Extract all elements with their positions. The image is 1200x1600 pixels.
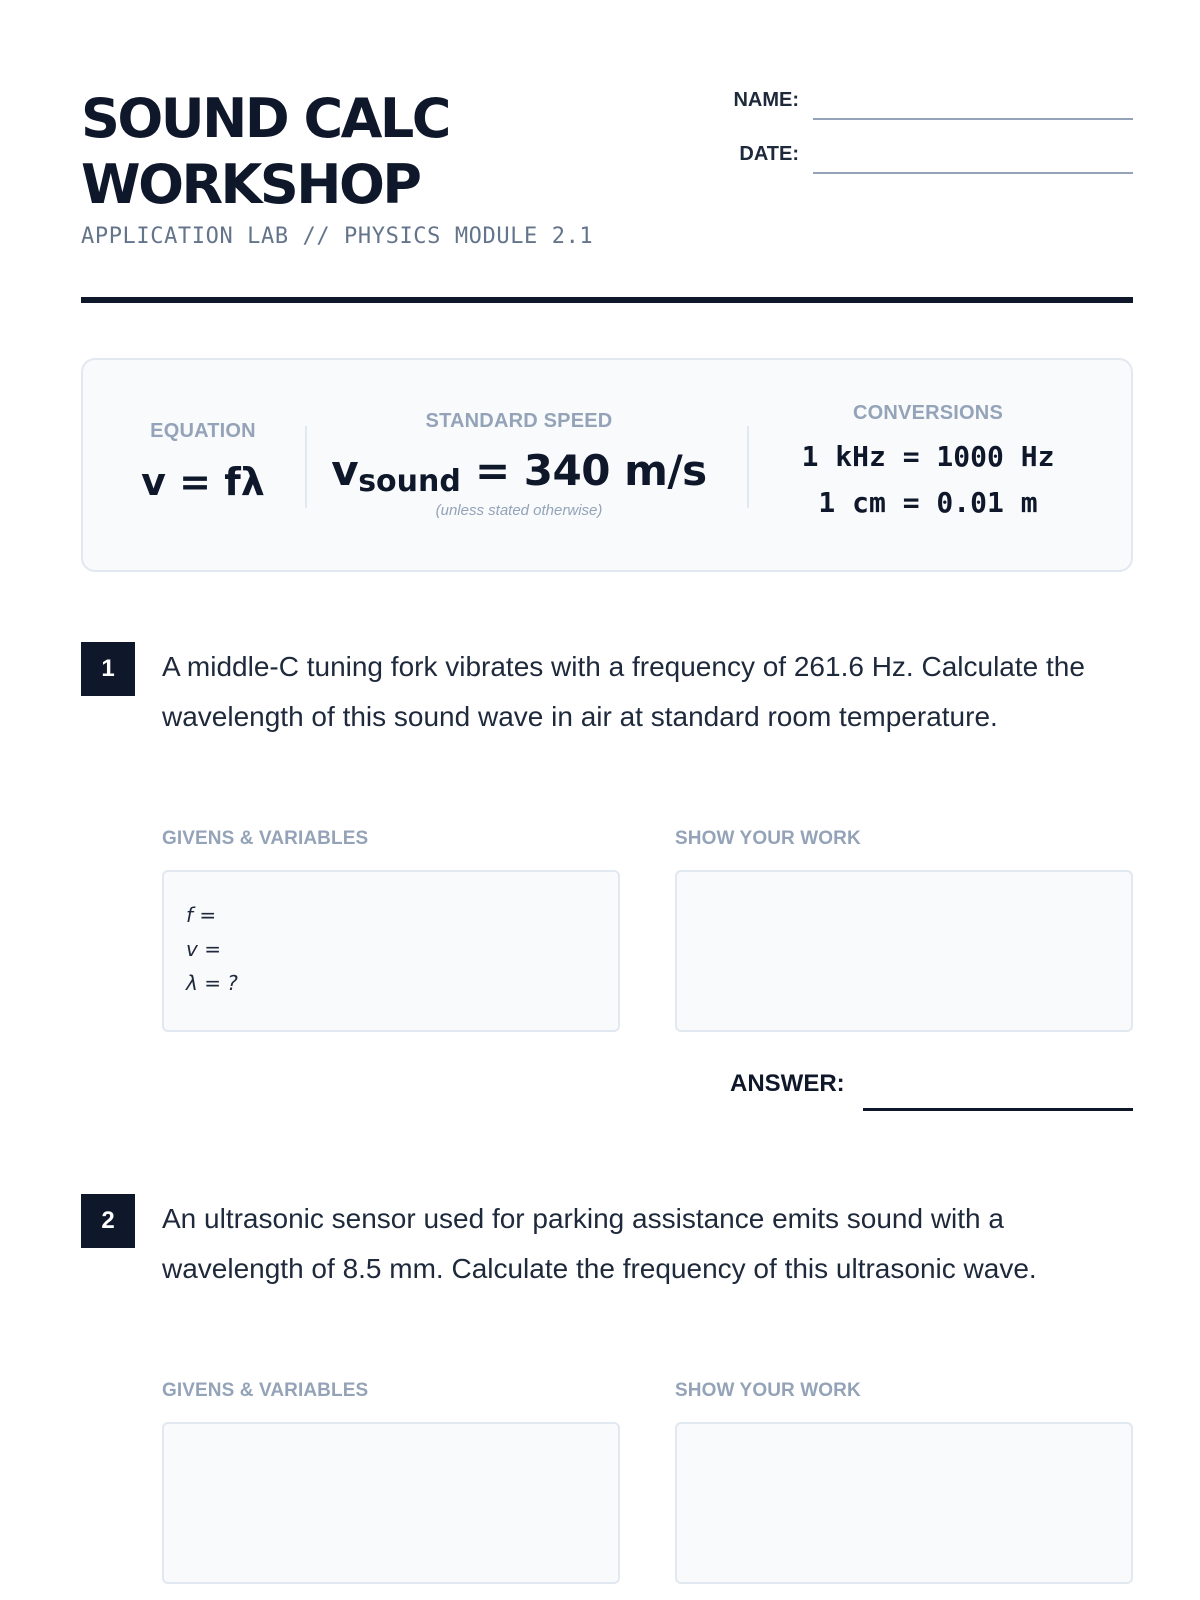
- question-2-number: 2: [81, 1194, 135, 1248]
- name-field[interactable]: [813, 86, 1133, 120]
- conversions-label: CONVERSIONS: [852, 402, 1003, 424]
- reference-panel: [81, 358, 1133, 572]
- ref-divider-1: [305, 426, 307, 508]
- equation-value: v = fλ: [141, 460, 265, 504]
- conversion-khz: 1 kHz = 1000 Hz: [801, 440, 1055, 473]
- speed-value: [319, 446, 719, 499]
- q2-givens-label: GIVENS & VARIABLES: [162, 1380, 369, 1401]
- date-label: DATE:: [739, 143, 799, 165]
- page-subtitle: APPLICATION LAB // PHYSICS MODULE 2.1: [81, 224, 594, 249]
- question-2-text: An ultrasonic sensor used for parking assistance emits sound with a wavelength of 8.5 mm. Calculate the frequency of this ultrasonic wave.: [162, 1203, 1037, 1284]
- given-v: v =: [186, 937, 221, 961]
- worksheet-page: [81, 0, 1133, 1600]
- speed-note: (unless stated otherwise): [435, 502, 603, 519]
- q2-work-box[interactable]: [675, 1422, 1133, 1584]
- header-divider: [81, 297, 1133, 303]
- q1-answer-field[interactable]: [863, 1108, 1133, 1111]
- q1-givens-label: GIVENS & VARIABLES: [162, 828, 369, 849]
- q2-givens-box[interactable]: [162, 1422, 620, 1584]
- title-line-2: WORKSHOP: [81, 153, 420, 216]
- q1-givens-list: [186, 898, 238, 1000]
- q1-work-label: SHOW YOUR WORK: [675, 828, 861, 849]
- title-line-1: SOUND CALC: [81, 87, 449, 150]
- speed-sub: sound: [358, 464, 461, 499]
- name-label: NAME:: [733, 89, 799, 111]
- conversion-cm: 1 cm = 0.01 m: [818, 486, 1038, 519]
- date-row: [713, 140, 1133, 174]
- given-lambda: λ = ?: [186, 971, 238, 995]
- q1-answer-label: ANSWER:: [730, 1070, 845, 1097]
- given-f: f =: [186, 903, 217, 927]
- speed-label: STANDARD SPEED: [425, 410, 613, 432]
- q1-givens-box[interactable]: [162, 870, 620, 1032]
- page-title: [81, 86, 449, 218]
- name-row: [713, 86, 1133, 120]
- speed-var: v: [331, 446, 359, 495]
- speed-number: = 340 m/s: [460, 446, 707, 495]
- equation-label: EQUATION: [150, 420, 256, 442]
- q2-work-label: SHOW YOUR WORK: [675, 1380, 861, 1401]
- date-field[interactable]: [813, 140, 1133, 174]
- question-1-number: 1: [81, 642, 135, 696]
- q1-work-box[interactable]: [675, 870, 1133, 1032]
- question-1-text: A middle-C tuning fork vibrates with a frequency of 261.6 Hz. Calculate the wavelength of this sound wave in air at standard room temperature.: [162, 651, 1085, 732]
